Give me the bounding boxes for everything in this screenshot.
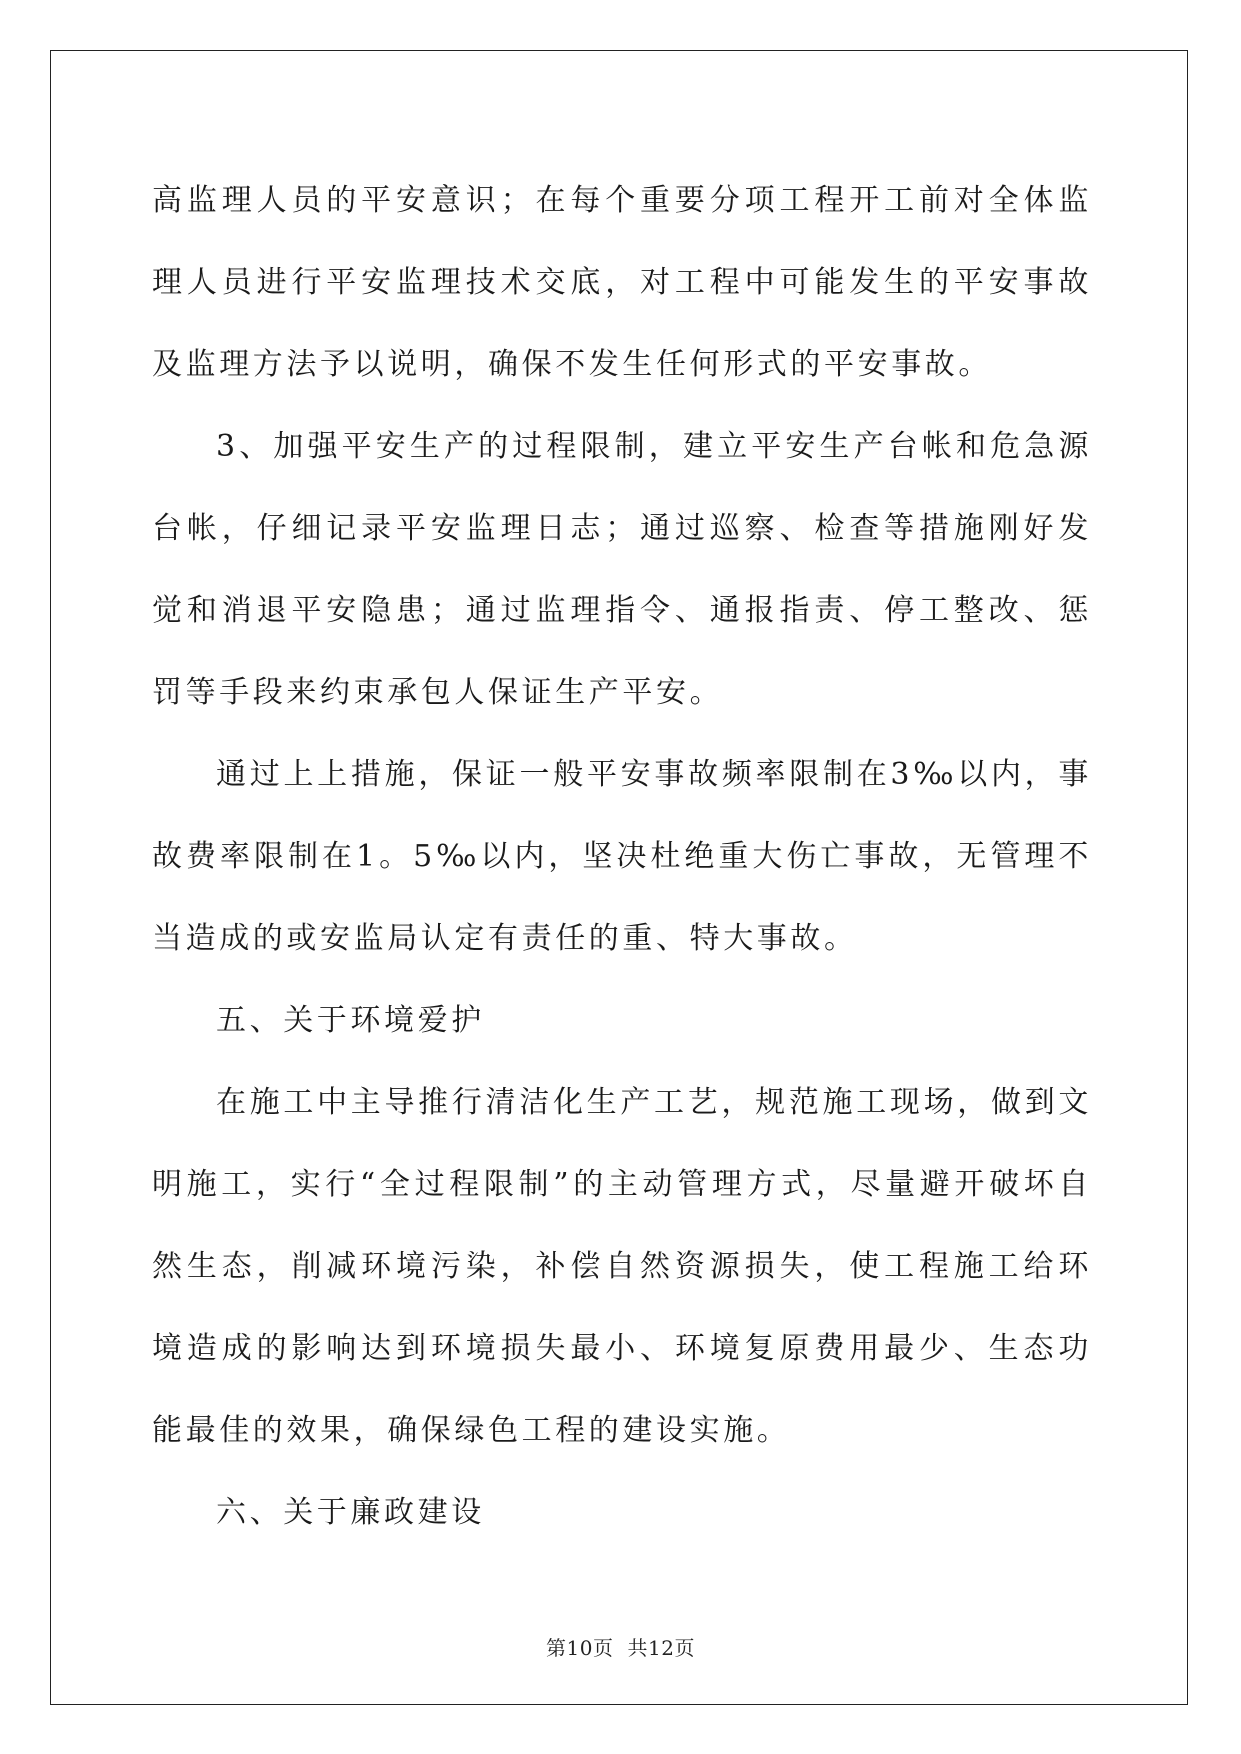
- page-footer: [0, 1632, 1241, 1661]
- total-pages-label: 共12页: [627, 1636, 695, 1660]
- paragraph-process-control: 3、加强平安生产的过程限制，建立平安生产台帐和危急源台帐，仔细记录平安监理日志；通过巡察、检查等措施刚好发觉和消退平安隐患；通过监理指令、通报指责、停工整改、惩罚等手段来约束承包人保证生产平安。: [152, 429, 1092, 710]
- section-heading-integrity: 六、关于廉政建设: [216, 1495, 485, 1530]
- document-body: [152, 160, 1092, 1554]
- section-heading-environment: 五、关于环境爱护: [216, 1003, 485, 1038]
- current-page-label: 第10页: [546, 1636, 614, 1660]
- paragraph-environment: 在施工中主导推行清洁化生产工艺，规范施工现场，做到文明施工，实行“全过程限制”的主动管理方式，尽量避开破坏自然生态，削减环境污染，补偿自然资源损失，使工程施工给环境造成的影响达到环境损失最小、环境复原费用最少、生态功能最佳的效果，确保绿色工程的建设实施。: [152, 1085, 1092, 1448]
- paragraph-safety-awareness: 高监理人员的平安意识；在每个重要分项工程开工前对全体监理人员进行平安监理技术交底，对工程中可能发生的平安事故及监理方法予以说明，确保不发生任何形式的平安事故。: [152, 183, 1092, 382]
- paragraph-accident-rate: 通过上上措施，保证一般平安事故频率限制在3‰以内，事故费率限制在1。5‰以内，坚决杜绝重大伤亡事故，无管理不当造成的或安监局认定有责任的重、特大事故。: [152, 757, 1092, 956]
